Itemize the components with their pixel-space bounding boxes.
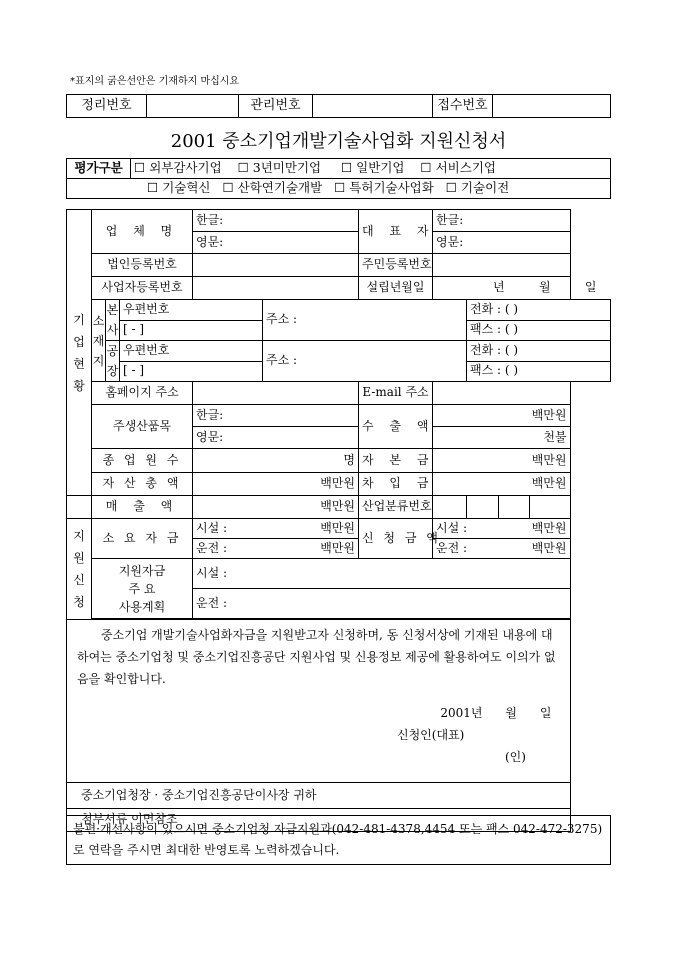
evaluation-category-table [66, 158, 611, 199]
required-operating-field[interactable]: 운전 : 백만원 [193, 539, 359, 559]
factory-postal-field[interactable]: [ - ] [120, 361, 263, 382]
employees-field[interactable]: 명 [193, 449, 359, 473]
rep-name-kor[interactable]: 한글: [433, 210, 570, 232]
label-biz-reg-number: 사업자등록번호 [92, 277, 193, 300]
requested-operating-field[interactable]: 운전 : 백만원 [433, 539, 570, 559]
addressee: 중소기업청장 · 중소기업진흥공단이사장 귀하 [67, 783, 571, 809]
feedback-footer [66, 815, 611, 865]
checkbox-patent[interactable]: ☐ 특허기술사업화 [334, 180, 434, 196]
label-admin-number: 관리번호 [239, 95, 313, 118]
office-use-table [66, 94, 611, 118]
capital-field[interactable]: 백만원 [433, 449, 570, 473]
resident-reg-number-field[interactable] [433, 254, 570, 277]
hq-postal-field[interactable]: [ - ] [120, 320, 263, 341]
label-industry-code: 산업분류번호 [359, 496, 433, 519]
export-thousand-usd-field[interactable]: 천불 [433, 427, 570, 449]
label-founded-date: 설립년월일 [359, 277, 433, 300]
label-homepage: 홈페이지 주소 [92, 382, 193, 405]
label-hq-postal: 우편번호 [120, 300, 263, 321]
management-number-field[interactable] [147, 95, 239, 118]
homepage-field[interactable] [193, 382, 359, 405]
application-main-table [66, 209, 611, 832]
label-receipt-number: 접수번호 [433, 95, 493, 118]
industry-code-box-2[interactable] [467, 496, 499, 519]
total-assets-field[interactable]: 백만원 [193, 473, 359, 496]
label-company-name: 업 체 명 [92, 210, 193, 254]
checkbox-tech-innovation[interactable]: ☐ 기술혁신 [147, 180, 211, 196]
label-evaluation-category: 평가구분 [67, 159, 131, 179]
industry-code-box-3[interactable] [499, 496, 530, 519]
label-representative: 대 표 자 [359, 210, 433, 254]
borrowing-field[interactable]: 백만원 [433, 473, 570, 496]
label-required-funds: 소 요 자 금 [92, 519, 193, 559]
admin-number-field[interactable] [313, 95, 433, 118]
applicant-signature[interactable]: 신청인(대표)(인) [397, 728, 526, 764]
factory-address-field[interactable]: 주소 : [263, 341, 467, 382]
checkbox-external-audit[interactable]: ☐ 외부감사기업 [134, 160, 222, 176]
hq-address-field[interactable]: 주소 : [263, 300, 467, 341]
label-factory-postal: 우편번호 [120, 341, 263, 362]
consent-statement: 중소기업 개발기술사업화자금을 지원받고자 신청하며, 동 신청서상에 기재된 내용에 대하여는 중소기업청 및 중소기업진흥공단 지원사업 및 신용정보 제공에 활용하여도 이의가 없음을 확인합니다. [77, 628, 556, 686]
company-name-kor[interactable]: 한글: [193, 210, 359, 232]
product-kor-field[interactable]: 한글: [193, 405, 359, 427]
export-million-won-field[interactable]: 백만원 [433, 405, 570, 427]
label-capital: 자 본 금 [359, 449, 433, 473]
checkbox-tech-transfer[interactable]: ☐ 기술이전 [445, 180, 510, 196]
industry-code-box-1[interactable] [433, 496, 467, 519]
section-support-request: 지원신청 [67, 519, 92, 620]
label-borrowing: 차 입 금 [359, 473, 433, 496]
label-usage-plan: 지원자금 주 요 사용계획 [92, 559, 193, 619]
label-corp-reg-number: 법인등록번호 [92, 254, 193, 277]
label-factory: 공장 [106, 341, 120, 382]
checkbox-industry-academia[interactable]: ☐ 산학연기술개발 [222, 180, 323, 196]
label-management-number: 정리번호 [67, 95, 147, 118]
eval-row-2 [67, 179, 611, 199]
eval-row-1 [131, 159, 611, 179]
attachment-note: 첨부서류 이면참조 [67, 809, 571, 832]
company-name-eng[interactable]: 영문: [193, 232, 359, 254]
factory-phone-field[interactable]: 전화 : ( ) [467, 341, 611, 362]
label-main-product: 주생산품목 [92, 405, 193, 449]
label-total-assets: 자 산 총 액 [92, 473, 193, 496]
checkbox-service[interactable]: ☐ 서비스기업 [420, 160, 496, 176]
label-sales: 매 출 액 [92, 496, 193, 519]
sales-field[interactable]: 백만원 [193, 496, 359, 519]
consent-statement-block [67, 620, 571, 783]
founded-date-field[interactable]: 년 월 일 [433, 277, 570, 300]
label-requested-amount: 신 청 금 액 [359, 519, 433, 559]
form-title: 2001 중소기업개발기술사업화 지원신청서 [170, 131, 507, 152]
label-export: 수 출 액 [359, 405, 433, 449]
label-email: E-mail 주소 [359, 382, 433, 405]
usage-plan-facility-field[interactable]: 시설 : [193, 559, 571, 589]
hq-phone-field[interactable]: 전화 : ( ) [467, 300, 611, 321]
industry-code-box-4[interactable] [530, 496, 570, 519]
biz-reg-number-field[interactable] [193, 277, 359, 300]
email-field[interactable] [433, 382, 570, 405]
required-facility-field[interactable]: 시설 : 백만원 [193, 519, 359, 539]
label-hq: 본사 [106, 300, 120, 341]
factory-fax-field[interactable]: 팩스 : ( ) [467, 361, 611, 382]
usage-plan-operating-field[interactable]: 운전 : [193, 589, 571, 619]
label-employees: 종 업 원 수 [92, 449, 193, 473]
section-company-status: 기업현황 [67, 210, 92, 496]
product-eng-field[interactable]: 영문: [193, 427, 359, 449]
receipt-number-field[interactable] [493, 95, 611, 118]
checkbox-under-3-years[interactable]: ☐ 3년미만기업 [237, 160, 322, 176]
hq-fax-field[interactable]: 팩스 : ( ) [467, 320, 611, 341]
instruction-note: *표지의 굵은선안은 기재하지 마십시요 [70, 76, 240, 87]
requested-facility-field[interactable]: 시설 : 백만원 [433, 519, 570, 539]
rep-name-eng[interactable]: 영문: [433, 232, 570, 254]
label-resident-reg-number: 주민등록번호 [359, 254, 433, 277]
signature-date[interactable]: 2001년 월 일 [440, 706, 552, 720]
corp-reg-number-field[interactable] [193, 254, 359, 277]
checkbox-general[interactable]: ☐ 일반기업 [340, 160, 405, 176]
label-location: 소재지 [92, 300, 106, 382]
feedback-text: 불편·개선사항이 있으시면 중소기업청 자금지원과(042-481-4378,4454 또는 팩스 042-472-3275)로 연락을 주시면 최대한 반영토록 노력하겠습니다. [67, 816, 611, 865]
